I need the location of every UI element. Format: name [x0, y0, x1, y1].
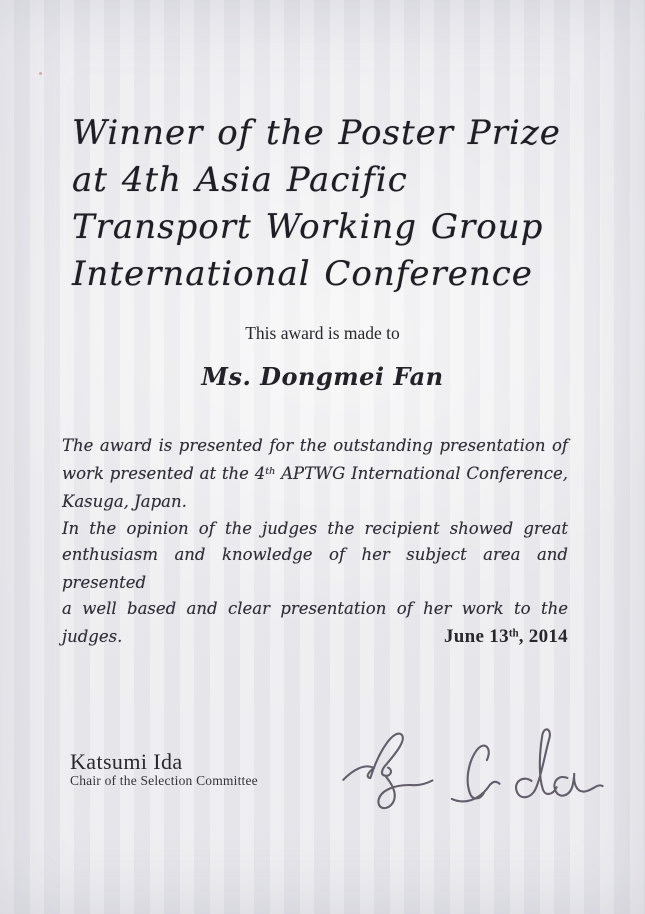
signature-stroke-da — [515, 728, 603, 798]
body-line-text: a well based and clear presentation of her work to the judges. — [62, 598, 568, 646]
body-line-text: APTWG International Conference, — [275, 463, 568, 483]
body-line-text: In the opinion of the judges the recipient showed great — [62, 519, 568, 539]
award-statement: This award is made to — [245, 323, 400, 343]
date-text: , 2014 — [518, 626, 568, 647]
certificate-title — [72, 110, 561, 298]
body-line-text: The award is presented for the outstanding presentation of — [62, 435, 568, 455]
body-line-text: work presented at the 4 — [62, 463, 266, 483]
recipient-name: Ms. Dongmei Fan — [201, 362, 444, 391]
date-text: June 13 — [443, 626, 509, 647]
handwritten-signature — [334, 704, 607, 826]
body-line — [62, 431, 568, 459]
certificate-title-line: International Conference — [72, 254, 533, 294]
body-line — [62, 487, 568, 515]
date-sup: th — [508, 627, 519, 640]
body-line-text: enthusiasm and knowledge of her subject area and presented — [62, 545, 568, 592]
certificate-title-line: Winner of the Poster Prize — [72, 113, 561, 153]
signature-stroke-i — [450, 745, 499, 802]
body-line-sup: th — [265, 465, 276, 477]
paper-speck — [39, 72, 42, 75]
signer-name: Katsumi Ida — [70, 749, 183, 774]
signature-stroke-initial — [342, 733, 433, 809]
body-line — [62, 459, 568, 487]
certificate-title-line: at 4th Asia Pacific — [72, 160, 408, 200]
body-line — [62, 542, 568, 596]
certificate-title-line: Transport Working Group — [72, 207, 544, 247]
signer-title: Chair of the Selection Committee — [70, 773, 258, 788]
award-date — [444, 626, 568, 648]
body-line — [62, 514, 568, 542]
award-body-text — [62, 431, 568, 650]
body-line-text: Kasuga, Japan. — [62, 491, 187, 511]
